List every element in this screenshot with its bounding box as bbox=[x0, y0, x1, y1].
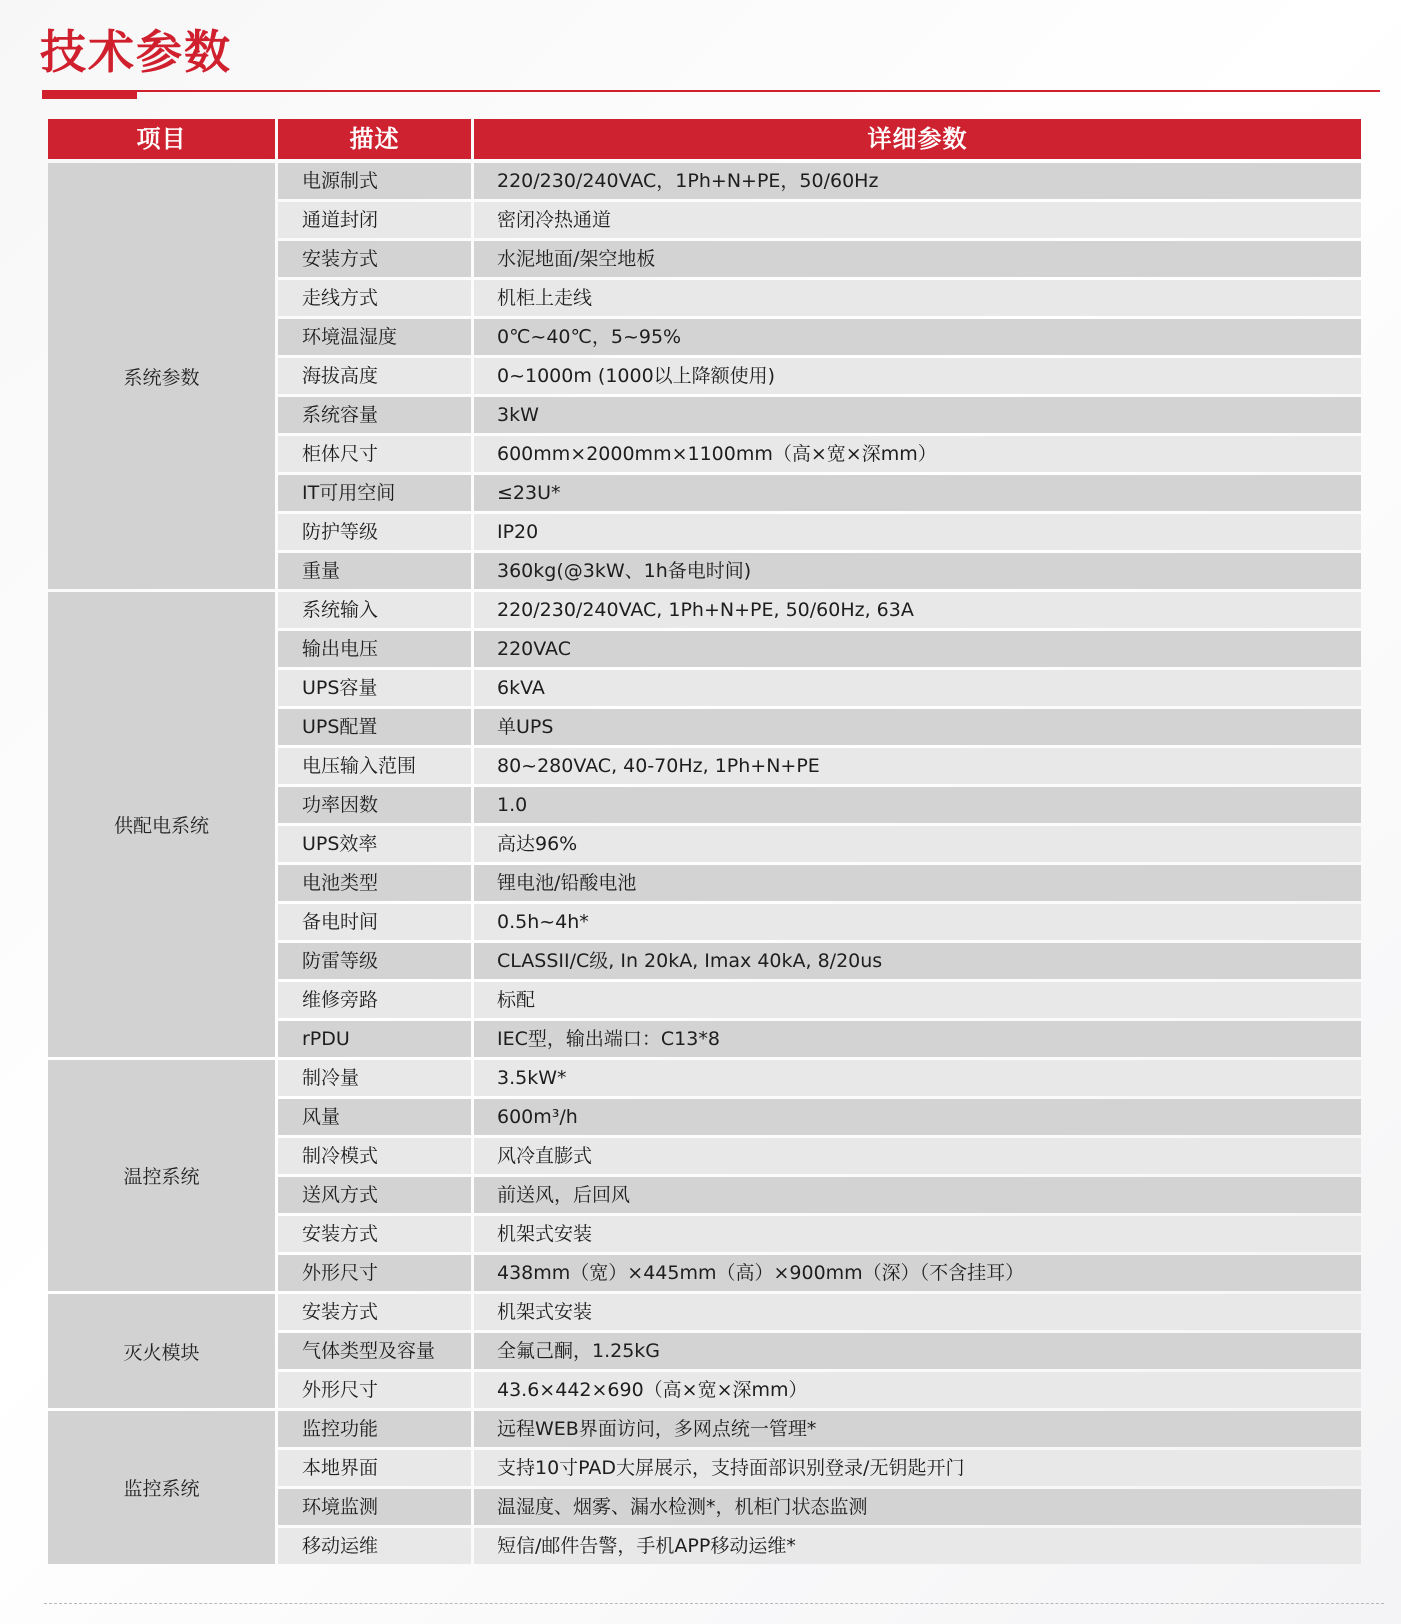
row-value: 单UPS bbox=[474, 709, 1361, 745]
row-value: IEC型，输出端口：C13*8 bbox=[474, 1021, 1361, 1057]
row-desc: 电池类型 bbox=[278, 865, 471, 901]
row-desc: 电压输入范围 bbox=[278, 748, 471, 784]
row-value: 远程WEB界面访问，多网点统一管理* bbox=[474, 1411, 1361, 1447]
header-item: 项目 bbox=[48, 119, 275, 159]
group-label: 灭火模块 bbox=[48, 1294, 275, 1408]
table-row bbox=[278, 475, 1361, 511]
row-desc: 环境监测 bbox=[278, 1489, 471, 1525]
group-label: 系统参数 bbox=[48, 163, 275, 589]
title-accent-bar bbox=[42, 90, 137, 99]
table-row bbox=[278, 1489, 1361, 1525]
row-value: 43.6×442×690（高×宽×深mm） bbox=[474, 1372, 1361, 1408]
row-value: 锂电池/铅酸电池 bbox=[474, 865, 1361, 901]
row-desc: 外形尺寸 bbox=[278, 1255, 471, 1291]
row-value: 3.5kW* bbox=[474, 1060, 1361, 1096]
row-value: 6kVA bbox=[474, 670, 1361, 706]
table-row bbox=[278, 1450, 1361, 1486]
row-desc: UPS容量 bbox=[278, 670, 471, 706]
row-desc: 送风方式 bbox=[278, 1177, 471, 1213]
spec-table bbox=[48, 119, 1361, 1564]
row-column bbox=[278, 163, 1361, 1564]
table-row bbox=[278, 1099, 1361, 1135]
row-value: 220/230/240VAC，1Ph+N+PE，50/60Hz bbox=[474, 163, 1361, 199]
table-row bbox=[278, 1294, 1361, 1330]
table-row bbox=[278, 202, 1361, 238]
row-desc: UPS效率 bbox=[278, 826, 471, 862]
row-value: 短信/邮件告警，手机APP移动运维* bbox=[474, 1528, 1361, 1564]
row-desc: 制冷模式 bbox=[278, 1138, 471, 1174]
row-value: 220VAC bbox=[474, 631, 1361, 667]
row-value: 密闭冷热通道 bbox=[474, 202, 1361, 238]
table-row bbox=[278, 748, 1361, 784]
footer-divider bbox=[44, 1603, 1384, 1604]
row-desc: 监控功能 bbox=[278, 1411, 471, 1447]
row-desc: 外形尺寸 bbox=[278, 1372, 471, 1408]
row-value: 1.0 bbox=[474, 787, 1361, 823]
header-desc: 描述 bbox=[278, 119, 471, 159]
table-row bbox=[278, 1216, 1361, 1252]
table-row bbox=[278, 1060, 1361, 1096]
table-row bbox=[278, 826, 1361, 862]
row-desc: 防护等级 bbox=[278, 514, 471, 550]
row-desc: rPDU bbox=[278, 1021, 471, 1057]
group-label: 温控系统 bbox=[48, 1060, 275, 1291]
table-row bbox=[278, 436, 1361, 472]
row-value: 360kg(@3kW、1h备电时间) bbox=[474, 553, 1361, 589]
group-label: 供配电系统 bbox=[48, 592, 275, 1057]
row-desc: 功率因数 bbox=[278, 787, 471, 823]
row-value: 0℃~40℃，5~95% bbox=[474, 319, 1361, 355]
row-value: 0.5h~4h* bbox=[474, 904, 1361, 940]
row-desc: 维修旁路 bbox=[278, 982, 471, 1018]
table-row bbox=[278, 1255, 1361, 1291]
table-row bbox=[278, 1372, 1361, 1408]
row-value: 80~280VAC, 40-70Hz, 1Ph+N+PE bbox=[474, 748, 1361, 784]
table-row bbox=[278, 1411, 1361, 1447]
row-desc: 通道封闭 bbox=[278, 202, 471, 238]
row-desc: 走线方式 bbox=[278, 280, 471, 316]
row-desc: 环境温湿度 bbox=[278, 319, 471, 355]
table-row bbox=[278, 1177, 1361, 1213]
row-desc: 移动运维 bbox=[278, 1528, 471, 1564]
row-desc: 重量 bbox=[278, 553, 471, 589]
table-row bbox=[278, 709, 1361, 745]
row-desc: 输出电压 bbox=[278, 631, 471, 667]
row-value: 0~1000m (1000以上降额使用) bbox=[474, 358, 1361, 394]
row-value: 438mm（宽）×445mm（高）×900mm（深）（不含挂耳） bbox=[474, 1255, 1361, 1291]
title-divider bbox=[42, 90, 1380, 92]
table-row bbox=[278, 280, 1361, 316]
table-row bbox=[278, 670, 1361, 706]
row-desc: 制冷量 bbox=[278, 1060, 471, 1096]
table-row bbox=[278, 943, 1361, 979]
row-value: 温湿度、烟雾、漏水检测*，机柜门状态监测 bbox=[474, 1489, 1361, 1525]
table-row bbox=[278, 553, 1361, 589]
page-title: 技术参数 bbox=[40, 25, 232, 79]
table-row bbox=[278, 982, 1361, 1018]
row-desc: IT可用空间 bbox=[278, 475, 471, 511]
row-desc: 本地界面 bbox=[278, 1450, 471, 1486]
row-value: 机架式安装 bbox=[474, 1216, 1361, 1252]
table-row bbox=[278, 163, 1361, 199]
table-row bbox=[278, 1528, 1361, 1564]
table-row bbox=[278, 904, 1361, 940]
row-value: CLASSII/C级, In 20kA, Imax 40kA, 8/20us bbox=[474, 943, 1361, 979]
row-desc: 系统容量 bbox=[278, 397, 471, 433]
table-row bbox=[278, 319, 1361, 355]
row-value: 风冷直膨式 bbox=[474, 1138, 1361, 1174]
row-desc: 备电时间 bbox=[278, 904, 471, 940]
table-row bbox=[278, 1138, 1361, 1174]
header-detail: 详细参数 bbox=[474, 119, 1361, 159]
row-desc: 海拔高度 bbox=[278, 358, 471, 394]
row-desc: 柜体尺寸 bbox=[278, 436, 471, 472]
table-row bbox=[278, 787, 1361, 823]
row-desc: 安装方式 bbox=[278, 241, 471, 277]
row-value: 机柜上走线 bbox=[474, 280, 1361, 316]
row-value: 标配 bbox=[474, 982, 1361, 1018]
row-desc: 安装方式 bbox=[278, 1294, 471, 1330]
row-desc: UPS配置 bbox=[278, 709, 471, 745]
row-value: 高达96% bbox=[474, 826, 1361, 862]
row-value: 水泥地面/架空地板 bbox=[474, 241, 1361, 277]
row-value: IP20 bbox=[474, 514, 1361, 550]
row-value: 前送风，后回风 bbox=[474, 1177, 1361, 1213]
table-row bbox=[278, 241, 1361, 277]
row-desc: 安装方式 bbox=[278, 1216, 471, 1252]
table-row bbox=[278, 865, 1361, 901]
row-value: 3kW bbox=[474, 397, 1361, 433]
table-row bbox=[278, 631, 1361, 667]
group-label: 监控系统 bbox=[48, 1411, 275, 1564]
table-row bbox=[278, 1021, 1361, 1057]
table-row bbox=[278, 397, 1361, 433]
group-column bbox=[48, 163, 275, 1564]
row-value: 600m³/h bbox=[474, 1099, 1361, 1135]
table-row bbox=[278, 592, 1361, 628]
row-value: ≤23U* bbox=[474, 475, 1361, 511]
table-row bbox=[278, 358, 1361, 394]
row-value: 600mm×2000mm×1100mm（高×宽×深mm） bbox=[474, 436, 1361, 472]
row-desc: 防雷等级 bbox=[278, 943, 471, 979]
row-value: 机架式安装 bbox=[474, 1294, 1361, 1330]
table-row bbox=[278, 1333, 1361, 1369]
row-desc: 气体类型及容量 bbox=[278, 1333, 471, 1369]
row-value: 支持10寸PAD大屏展示，支持面部识别登录/无钥匙开门 bbox=[474, 1450, 1361, 1486]
row-value: 全氟己酮，1.25kG bbox=[474, 1333, 1361, 1369]
table-row bbox=[278, 514, 1361, 550]
row-desc: 系统输入 bbox=[278, 592, 471, 628]
row-desc: 电源制式 bbox=[278, 163, 471, 199]
row-value: 220/230/240VAC, 1Ph+N+PE, 50/60Hz, 63A bbox=[474, 592, 1361, 628]
row-desc: 风量 bbox=[278, 1099, 471, 1135]
